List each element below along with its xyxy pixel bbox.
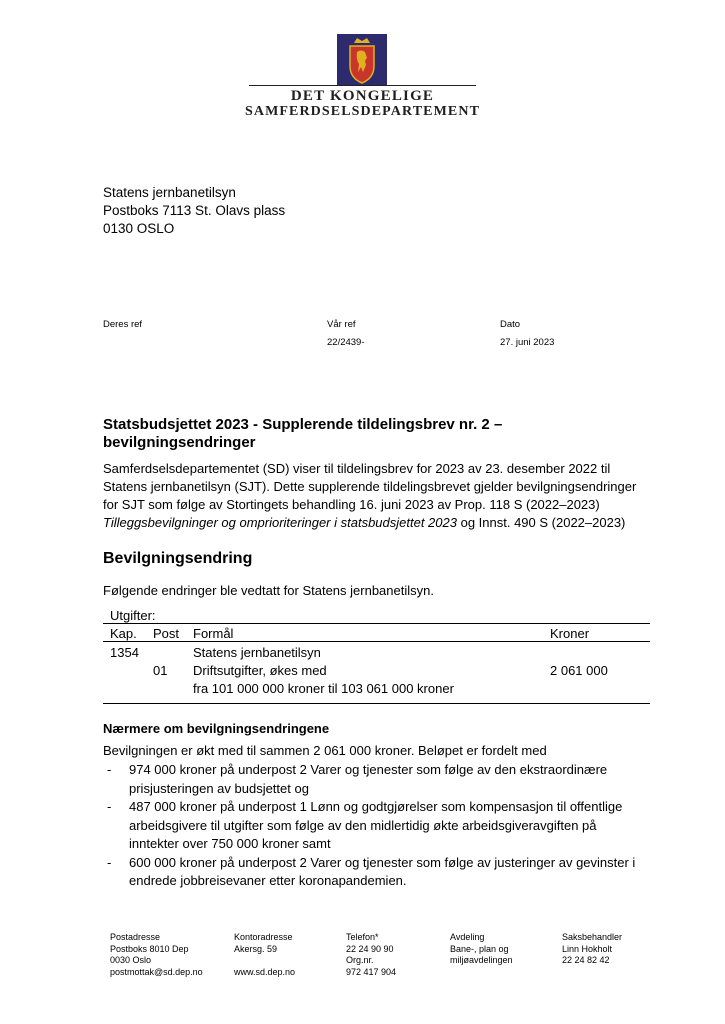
footer-value: miljøavdelingen: [450, 955, 513, 965]
footer-value: Postboks 8010 Dep: [110, 943, 189, 954]
footer-avdeling: [450, 932, 513, 967]
footer-label: Saksbehandler: [562, 932, 623, 942]
bullet-dash: -: [107, 799, 112, 814]
list-item-line: arbeidsgivere til utgifter som følge av den midlertidig økte arbeidsgiveravgiften på: [129, 817, 597, 833]
section-paragraph: Følgende endringer ble vedtatt for Statens jernbanetilsyn.: [103, 583, 434, 598]
var-ref-label: Vår ref: [327, 319, 356, 330]
table-cell-kroner: 2 061 000: [550, 663, 608, 678]
section-heading: Bevilgningsendring: [103, 550, 253, 567]
footer-label: Telefon*: [346, 932, 379, 942]
footer-telefon: [346, 932, 396, 978]
list-item: [103, 854, 663, 891]
footer-postadresse: [110, 932, 203, 978]
letter-title-line: bevilgningsendringer: [103, 434, 256, 451]
intro-line: Samferdselsdepartementet (SD) viser til tildelingsbrev for 2023 av 23. desember 2022 til: [103, 461, 611, 476]
subsection-paragraph: Bevilgningen er økt med til sammen 2 061 000 kroner. Beløpet er fordelt med: [103, 743, 547, 758]
list-item-line: prisjusteringen av budsjettet og: [129, 780, 309, 796]
footer-value: Akersg. 59: [234, 943, 278, 954]
bullet-dash: -: [107, 854, 112, 870]
list-item-line: inntekter over 750 000 kroner samt: [129, 836, 331, 851]
intro-line: Statens jernbanetilsyn (SJT). Dette supplerende tildelingsbrevet gjelder bevilgningsendringer: [103, 479, 637, 494]
table-cell-formal: fra 101 000 000 kroner til 103 061 000 kroner: [193, 681, 454, 696]
table-cell-kap: 1354: [110, 645, 139, 660]
list-item: [103, 798, 663, 854]
recipient-line: Statens jernbanetilsyn: [103, 185, 236, 200]
letterhead-rule: [249, 85, 476, 86]
intro-paragraph: [103, 460, 668, 532]
table-top-rule: [103, 623, 650, 624]
footer-saksbehandler: [562, 932, 622, 967]
table-cell-post: 01: [153, 663, 168, 678]
intro-line: [103, 514, 668, 532]
footer-value: 0030 Oslo: [110, 955, 152, 965]
table-header-kroner: Kroner: [550, 626, 590, 641]
date-value: 27. juni 2023: [500, 337, 555, 348]
recipient-line: 0130 OSLO: [103, 221, 175, 236]
footer-web-link[interactable]: www.sd.dep.no: [234, 966, 296, 977]
footer-label: Postadresse: [110, 932, 161, 942]
footer-email-link[interactable]: postmottak@sd.dep.no: [110, 966, 203, 977]
ministry-name: [230, 88, 495, 120]
subsection-heading: Nærmere om bevilgningsendringene: [103, 721, 330, 736]
table-bottom-rule: [103, 703, 650, 704]
footer-kontoradresse: [234, 932, 295, 978]
letter-title: [103, 416, 663, 452]
table-caption: Utgifter:: [110, 608, 156, 623]
list-item: [103, 761, 663, 798]
list-item-line: endrede jobbreisevaner etter koronapandemien.: [129, 873, 407, 888]
table-header-rule: [103, 641, 650, 642]
bullet-dash: -: [107, 762, 112, 777]
footer-value: 972 417 904: [346, 966, 397, 977]
table-header-formal: Formål: [193, 626, 234, 641]
footer-label: Org.nr.: [346, 955, 374, 965]
ministry-name-line1: DET KONGELIGE: [290, 88, 435, 104]
date-label: Dato: [500, 319, 521, 330]
allocation-list: [103, 761, 663, 891]
deres-ref-label: Deres ref: [103, 319, 143, 330]
recipient-line: Postboks 7113 St. Olavs plass: [103, 203, 286, 218]
coat-of-arms-logo: [337, 34, 387, 86]
footer-spacer: [234, 955, 295, 967]
footer-label: Kontoradresse: [234, 932, 293, 942]
footer-value: 22 24 82 42: [562, 955, 610, 965]
ministry-name-line2: SAMFERDSELSDEPARTEMENT: [244, 104, 481, 119]
footer-value: 22 24 90 90: [346, 943, 394, 954]
var-ref-value: 22/2439-: [327, 337, 365, 348]
recipient-address: [103, 184, 285, 238]
footer-label: Avdeling: [450, 932, 485, 942]
proposition-title: Tilleggsbevilgninger og omprioriteringer i statsbudsjettet 2023: [103, 515, 457, 530]
footer-value: Bane-, plan og: [450, 943, 509, 954]
footer-value: Linn Hokholt: [562, 943, 613, 954]
table-cell-formal: Driftsutgifter, økes med: [193, 663, 327, 678]
list-item-line: 974 000 kroner på underpost 2 Varer og tjenester som følge av den ekstraordinære: [129, 762, 608, 777]
list-item-line: 487 000 kroner på underpost 1 Lønn og godtgjørelser som kompensasjon til offentlige: [129, 799, 623, 814]
table-header-post: Post: [153, 626, 180, 641]
intro-line: for SJT som følge av Stortingets behandling 16. juni 2023 av Prop. 118 S (2022–2023): [103, 497, 600, 512]
letter-title-line: Statsbudsjettet 2023 - Supplerende tildelingsbrev nr. 2 –: [103, 416, 503, 433]
table-header-kap: Kap.: [110, 626, 137, 641]
table-cell-formal: Statens jernbanetilsyn: [193, 645, 321, 660]
intro-line-rest: og Innst. 490 S (2022–2023): [456, 515, 626, 530]
list-item-line: 600 000 kroner på underpost 2 Varer og tjenester som følge av justeringer av gevinster i: [129, 854, 636, 870]
